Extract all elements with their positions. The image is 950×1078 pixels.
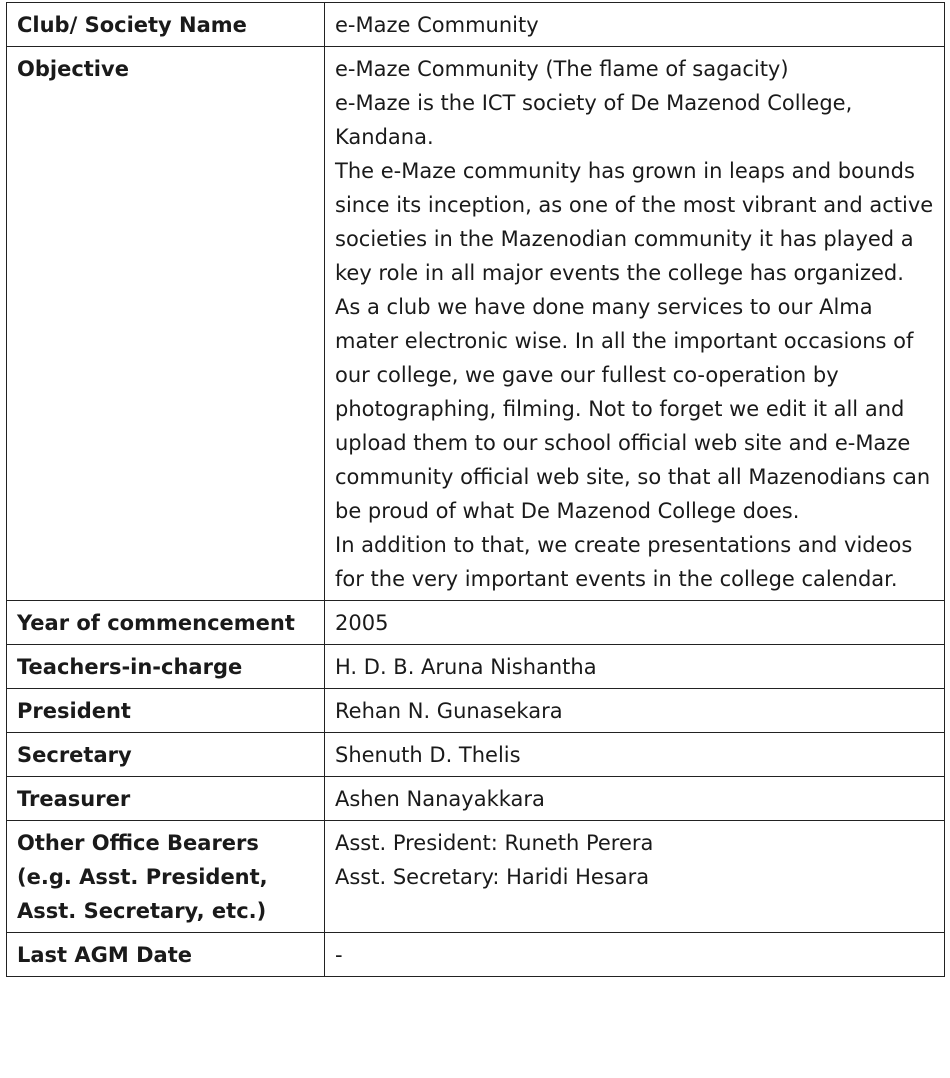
objective-paragraph: In addition to that, we create presentations and videos for the very important events in the college calendar. xyxy=(335,533,913,591)
row-value xyxy=(325,821,945,933)
table-row-teachers xyxy=(7,645,945,689)
objective-title-line: e-Maze Community (The flame of sagacity) xyxy=(335,57,789,81)
objective-paragraph: e-Maze is the ICT society of De Mazenod College, Kandana. xyxy=(335,91,853,149)
row-value xyxy=(325,733,945,777)
row-label: Treasurer xyxy=(7,777,325,821)
value-line: Rehan N. Gunasekara xyxy=(335,699,563,723)
row-label: Teachers-in-charge xyxy=(7,645,325,689)
row-label: Objective xyxy=(7,47,325,601)
table-row-treasurer xyxy=(7,777,945,821)
row-label: Last AGM Date xyxy=(7,933,325,977)
row-value xyxy=(325,777,945,821)
value-line: Shenuth D. Thelis xyxy=(335,743,521,767)
row-label: President xyxy=(7,689,325,733)
objective-paragraph: As a club we have done many services to our Alma mater electronic wise. In all the important occasions of our college, we gave our fullest co-operation by photographing, filming. Not to forget we edit it all and upload them to our school official web site and e-Maze community official web site, so that all Mazenodians can be proud of what De Mazenod College does. xyxy=(335,295,931,523)
value-line: e-Maze Community xyxy=(335,13,539,37)
table-row-year xyxy=(7,601,945,645)
row-value xyxy=(325,3,945,47)
value-line: H. D. B. Aruna Nishantha xyxy=(335,655,597,679)
table-row-club-name xyxy=(7,3,945,47)
table-row-last-agm-date xyxy=(7,933,945,977)
row-value xyxy=(325,689,945,733)
club-info-table xyxy=(6,2,945,977)
value-line: 2005 xyxy=(335,611,389,635)
table-row-president xyxy=(7,689,945,733)
value-line: - xyxy=(335,943,343,967)
value-line: Ashen Nanayakkara xyxy=(335,787,545,811)
row-value xyxy=(325,645,945,689)
value-line: Asst. President: Runeth Perera xyxy=(335,831,654,855)
row-label: Secretary xyxy=(7,733,325,777)
row-label: Club/ Society Name xyxy=(7,3,325,47)
table-row-secretary xyxy=(7,733,945,777)
objective-paragraph: The e-Maze community has grown in leaps and bounds since its inception, as one of the most vibrant and active societies in the Mazenodian community it has played a key role in all major events the college has organized. xyxy=(335,159,934,285)
row-value xyxy=(325,601,945,645)
value-line: Asst. Secretary: Haridi Hesara xyxy=(335,865,650,889)
table-row-objective xyxy=(7,47,945,601)
row-value xyxy=(325,933,945,977)
table-row-other-office-bearers xyxy=(7,821,945,933)
row-value xyxy=(325,47,945,601)
row-label: Other Office Bearers (e.g. Asst. President, Asst. Secretary, etc.) xyxy=(7,821,325,933)
row-label: Year of commencement xyxy=(7,601,325,645)
